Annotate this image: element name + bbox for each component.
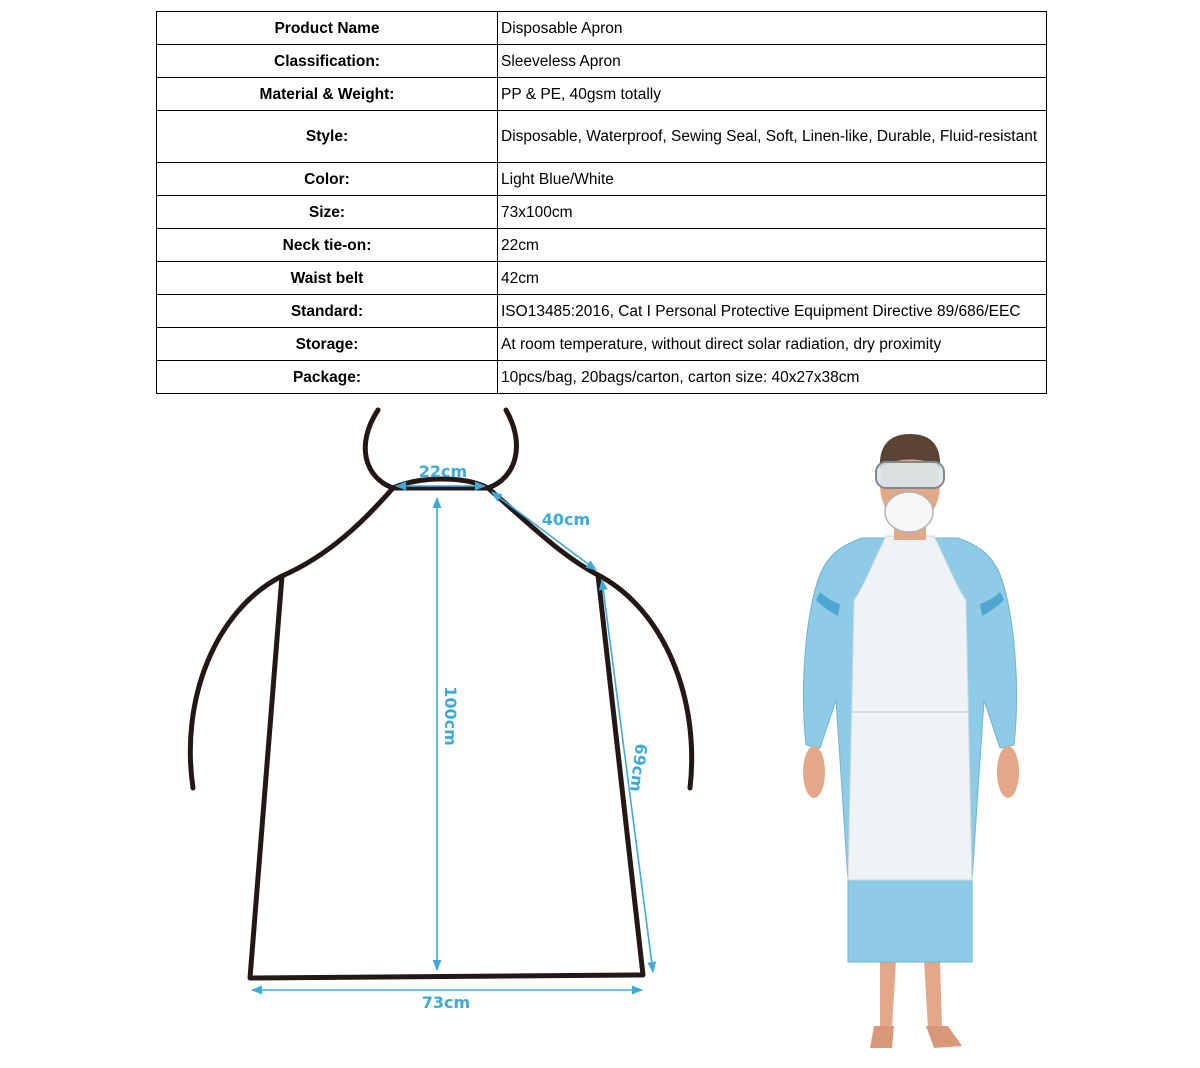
right-leg	[924, 960, 942, 1028]
row-value: At room temperature, without direct solar radiation, dry proximity	[498, 328, 1047, 361]
row-label: Package:	[157, 361, 498, 394]
row-label: Neck tie-on:	[157, 229, 498, 262]
table-row	[157, 229, 1047, 262]
shoulder-strap-arrow	[492, 492, 596, 570]
bottom-width-label: 73cm	[421, 993, 471, 1012]
table-row	[157, 361, 1047, 394]
right-hand	[997, 746, 1019, 798]
left-hand	[803, 746, 825, 798]
left-leg	[880, 960, 896, 1028]
neck-width-label: 22cm	[418, 462, 468, 481]
row-label: Waist belt	[157, 262, 498, 295]
row-label: Storage:	[157, 328, 498, 361]
row-label: Standard:	[157, 295, 498, 328]
row-value: 42cm	[498, 262, 1047, 295]
table-row	[157, 196, 1047, 229]
apron-dimension-diagram	[170, 400, 710, 1030]
table-row	[157, 111, 1047, 163]
row-label: Color:	[157, 163, 498, 196]
row-value: Disposable, Waterproof, Sewing Seal, Soft, Linen-like, Durable, Fluid-resistant	[498, 111, 1047, 163]
table-row	[157, 163, 1047, 196]
row-value: 22cm	[498, 229, 1047, 262]
table-row	[157, 295, 1047, 328]
row-value: PP & PE, 40gsm totally	[498, 78, 1047, 111]
left-foot	[870, 1026, 894, 1048]
row-label: Style:	[157, 111, 498, 163]
row-value: Disposable Apron	[498, 12, 1047, 45]
row-value: 73x100cm	[498, 196, 1047, 229]
row-label: Classification:	[157, 45, 498, 78]
table-row	[157, 12, 1047, 45]
row-value: 10pcs/bag, 20bags/carton, carton size: 40x27x38cm	[498, 361, 1047, 394]
shoulder-strap-label: 40cm	[541, 510, 591, 529]
face-mask-icon	[885, 492, 933, 532]
model-photo	[790, 425, 1030, 1055]
row-value: Light Blue/White	[498, 163, 1047, 196]
table-row	[157, 262, 1047, 295]
table-row	[157, 328, 1047, 361]
model-figure	[803, 434, 1019, 1048]
length-label: 100cm	[441, 686, 460, 746]
row-label: Size:	[157, 196, 498, 229]
side-length-label: 69cm	[626, 742, 651, 793]
row-label: Material & Weight:	[157, 78, 498, 111]
row-value: Sleeveless Apron	[498, 45, 1047, 78]
right-foot	[926, 1026, 962, 1048]
table-row	[157, 78, 1047, 111]
white-apron	[848, 536, 972, 880]
row-label: Product Name	[157, 12, 498, 45]
spec-table	[156, 11, 1047, 394]
table-row	[157, 45, 1047, 78]
row-value: ISO13485:2016, Cat I Personal Protective Equipment Directive 89/686/EEC	[498, 295, 1047, 328]
goggles-icon	[876, 462, 944, 488]
